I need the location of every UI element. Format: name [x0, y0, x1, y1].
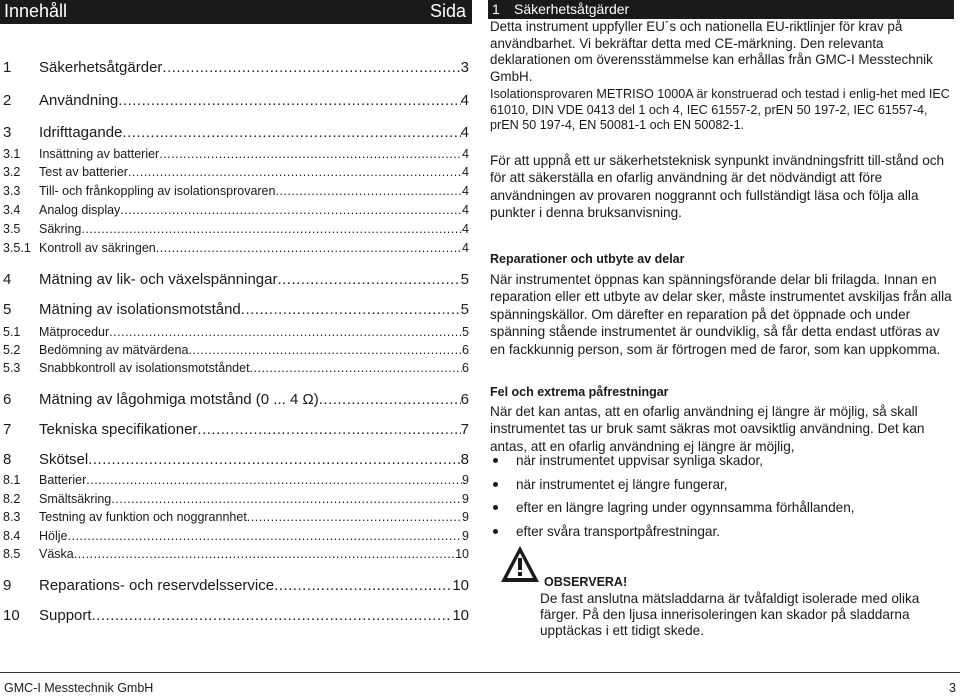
toc-leader-dots: [68, 529, 463, 543]
toc-entry-number: 6: [3, 391, 12, 408]
toc-entry-number: 3.1: [3, 147, 21, 161]
toc-entry-number: 1: [3, 59, 12, 76]
footer-divider: [0, 672, 960, 673]
bullet-icon: [493, 458, 498, 463]
list-item: efter en längre lagring under ogynnsamma förhållanden,: [490, 499, 952, 523]
toc-entry-number: 3.4: [3, 203, 21, 217]
bullet-icon: [493, 529, 498, 534]
toc-entry-title: Test av batterier: [39, 165, 128, 179]
toc-entry-number: 8.5: [3, 547, 21, 561]
toc-entry-page: 10: [452, 577, 469, 594]
toc-leader-dots: [277, 271, 460, 288]
toc-entry-title: Säkerhetsåtgärder: [39, 59, 163, 76]
toc-leader-dots: [122, 124, 460, 141]
toc-entry-title: Reparations- och reservdelsservice: [39, 577, 275, 594]
repairs-paragraph: När instrumentet öppnas kan spänningsförande delar bli frilagda. Innan en reparation eller ett utbyte av delar sker, måste instrumentet avskiljas från alla spänningskällor. Om därefter en reparation på det öppnade och under spänning stående instrumentet är oundviklig, så får detta endast utföras av en fackkunnig person, som är förtrogen med de faror, som kan uppkomma.: [490, 272, 952, 357]
toc-entry-title: Till- och frånkoppling av isolationsprovaren: [39, 184, 276, 198]
toc-entry-title: Testning av funktion och noggrannhet: [39, 510, 247, 524]
toc-entry-page: 4: [462, 147, 469, 161]
warning-title: OBSERVERA!: [544, 575, 628, 589]
section-header: [488, 0, 954, 19]
toc-entry-title: Mätprocedur: [39, 325, 110, 339]
toc-entry-number: 7: [3, 421, 12, 438]
toc-leader-dots: [88, 451, 460, 468]
list-item: när instrumentet uppvisar synliga skador,: [490, 452, 952, 476]
warning-text: De fast anslutna mätsladdarna är tvåfaldigt isolerade med olika färger. På den ljusa innerisoleringen kan skador på sladdarna upptäckas i ett tidigt skede.: [540, 591, 920, 638]
safety-section: [488, 0, 954, 672]
toc-entry-title: Smältsäkring: [39, 492, 112, 506]
toc-leader-dots: [275, 184, 462, 198]
toc-leader-dots: [109, 325, 462, 339]
toc-header: [0, 0, 472, 24]
toc-entry-title: Väska: [39, 547, 74, 561]
bullet-icon: [493, 505, 498, 510]
toc-entry-page: 4: [460, 92, 469, 109]
toc-entry-title: Snabbkontroll av isolationsmotståndet: [39, 361, 250, 375]
toc-entry-number: 8: [3, 451, 12, 468]
section-title: Säkerhetsåtgärder: [514, 1, 630, 17]
footer-page-number: 3: [949, 681, 956, 695]
toc-entry-page: 9: [462, 473, 469, 487]
toc-leader-dots: [250, 361, 463, 375]
toc-entry-page: 6: [460, 391, 469, 408]
toc-leader-dots: [197, 421, 460, 438]
toc-entry-title: Insättning av batterier: [39, 147, 160, 161]
toc-entry-page: 4: [462, 184, 469, 198]
toc-entry-page: 6: [462, 361, 469, 375]
toc-entry-page: 4: [462, 203, 469, 217]
toc-title: Innehåll: [4, 1, 68, 21]
toc-entry-page: 8: [460, 451, 469, 468]
toc-entry-title: Skötsel: [39, 451, 89, 468]
standards-paragraph: Isolationsprovaren METRISO 1000A är konstruerad och testad i enlig-het med IEC 61010, DIN VDE 0413 del 1 och 4, IEC 61557-2, prEN 50 197-2, IEC 61557-4, prEN 50 197-4, EN 50081-1 och EN 50082-1.: [490, 87, 950, 132]
toc-entry-page: 10: [452, 607, 469, 624]
toc-entry-title: Analog display: [39, 203, 121, 217]
section-number: 1: [492, 1, 500, 17]
toc-entry-number: 5.1: [3, 325, 21, 339]
toc-entry-title: Hölje: [39, 529, 68, 543]
toc-entry-number: 8.3: [3, 510, 21, 524]
toc-entry-number: 5.2: [3, 343, 21, 357]
toc-leader-dots: [128, 165, 462, 179]
warning-icon: [500, 544, 540, 584]
toc-entry-number: 8.4: [3, 529, 21, 543]
toc-leader-dots: [247, 510, 462, 524]
table-of-contents: [0, 0, 472, 672]
toc-entry-number: 3.5.1: [3, 241, 31, 255]
toc-entry-number: 9: [3, 577, 12, 594]
toc-leader-dots: [162, 59, 460, 76]
toc-leader-dots: [74, 547, 455, 561]
toc-leader-dots: [81, 222, 462, 236]
toc-entry-page: 4: [462, 222, 469, 236]
toc-entry-title: Mätning av lågohmiga motstånd (0 ... 4 Ω): [39, 391, 319, 408]
toc-entry-number: 8.2: [3, 492, 21, 506]
toc-entry-number: 8.1: [3, 473, 21, 487]
safety-paragraph: För att uppnå ett ur säkerhetsteknisk synpunkt invändningsfritt till-stånd och för att säkerställa en ofarlig användning är det nödvändigt att före användningen av provaren noggrannt och fullständigt läsa och följa alla punkter i denna bruksanvisning.: [490, 153, 945, 221]
toc-leader-dots: [319, 391, 461, 408]
footer-company: GMC-I Messtechnik GmbH: [4, 681, 154, 695]
toc-entry-number: 2: [3, 92, 12, 109]
intro-paragraph: Detta instrument uppfyller EU´s och nationella EU-riktlinjer för krav på användbarhet. Vi bekräftar detta med CE-märkning. Den relevanta deklarationen om överensstämmelse kan erhållas från GMC-I Messtechnik GmbH.: [490, 19, 933, 84]
toc-leader-dots: [118, 92, 460, 109]
toc-entry-number: 5.3: [3, 361, 21, 375]
list-item: när instrumentet ej längre fungerar,: [490, 476, 952, 500]
toc-entry-title: Användning: [39, 92, 119, 109]
faults-paragraph: När det kan antas, att en ofarlig användning ej längre är möjlig, så skall instrumentet tas ur bruk samt säkras mot oavsiktlig användning. Det kan antas, att en ofarlig användning ej längre är möjlig,: [490, 404, 925, 454]
toc-entry-page: 6: [462, 343, 469, 357]
toc-entry-page: 4: [462, 165, 469, 179]
toc-entry-title: Mätning av lik- och växelspänningar: [39, 271, 278, 288]
toc-entry-title: Batterier: [39, 473, 87, 487]
faults-heading: Fel och extrema påfrestningar: [490, 385, 669, 399]
toc-entry-title: Säkring: [39, 222, 82, 236]
repairs-heading: Reparationer och utbyte av delar: [490, 252, 685, 266]
toc-entry-title: Idrifttagande: [39, 124, 123, 141]
toc-leader-dots: [156, 241, 462, 255]
toc-entry-number: 10: [3, 607, 20, 624]
toc-leader-dots: [188, 343, 462, 357]
toc-entry-number: 4: [3, 271, 12, 288]
bullet-icon: [493, 482, 498, 487]
toc-leader-dots: [241, 301, 461, 318]
toc-entry-title: Mätning av isolationsmotstånd: [39, 301, 241, 318]
toc-entry-page: 9: [462, 510, 469, 524]
toc-leader-dots: [274, 577, 452, 594]
toc-entry-number: 3.3: [3, 184, 21, 198]
toc-leader-dots: [159, 147, 462, 161]
toc-entry-page: 5: [462, 325, 469, 339]
toc-leader-dots: [92, 607, 453, 624]
toc-entry-page: 4: [460, 124, 469, 141]
toc-entry-page: 5: [460, 301, 469, 318]
toc-entry-page: 10: [455, 547, 469, 561]
toc-leader-dots: [120, 203, 462, 217]
toc-entry-title: Tekniska specifikationer: [39, 421, 198, 438]
toc-entry-title: Bedömning av mätvärdena: [39, 343, 189, 357]
toc-entry-number: 5: [3, 301, 12, 318]
toc-entry-number: 3.5: [3, 222, 21, 236]
toc-entry-page: 3: [460, 59, 469, 76]
toc-entry-page: 5: [460, 271, 469, 288]
toc-entry-number: 3.2: [3, 165, 21, 179]
conditions-list: [490, 452, 952, 546]
toc-entry-page: 9: [462, 529, 469, 543]
toc-leader-dots: [111, 492, 462, 506]
toc-leader-dots: [86, 473, 462, 487]
toc-entry-page: 4: [462, 241, 469, 255]
toc-entry-page: 9: [462, 492, 469, 506]
toc-page-label: Sida: [429, 1, 466, 21]
toc-entry-title: Support: [39, 607, 92, 624]
toc-entry-number: 3: [3, 124, 12, 141]
toc-entry-page: 7: [460, 421, 469, 438]
toc-entry-title: Kontroll av säkringen: [39, 241, 156, 255]
list-item: efter svåra transportpåfrestningar.: [490, 523, 952, 547]
